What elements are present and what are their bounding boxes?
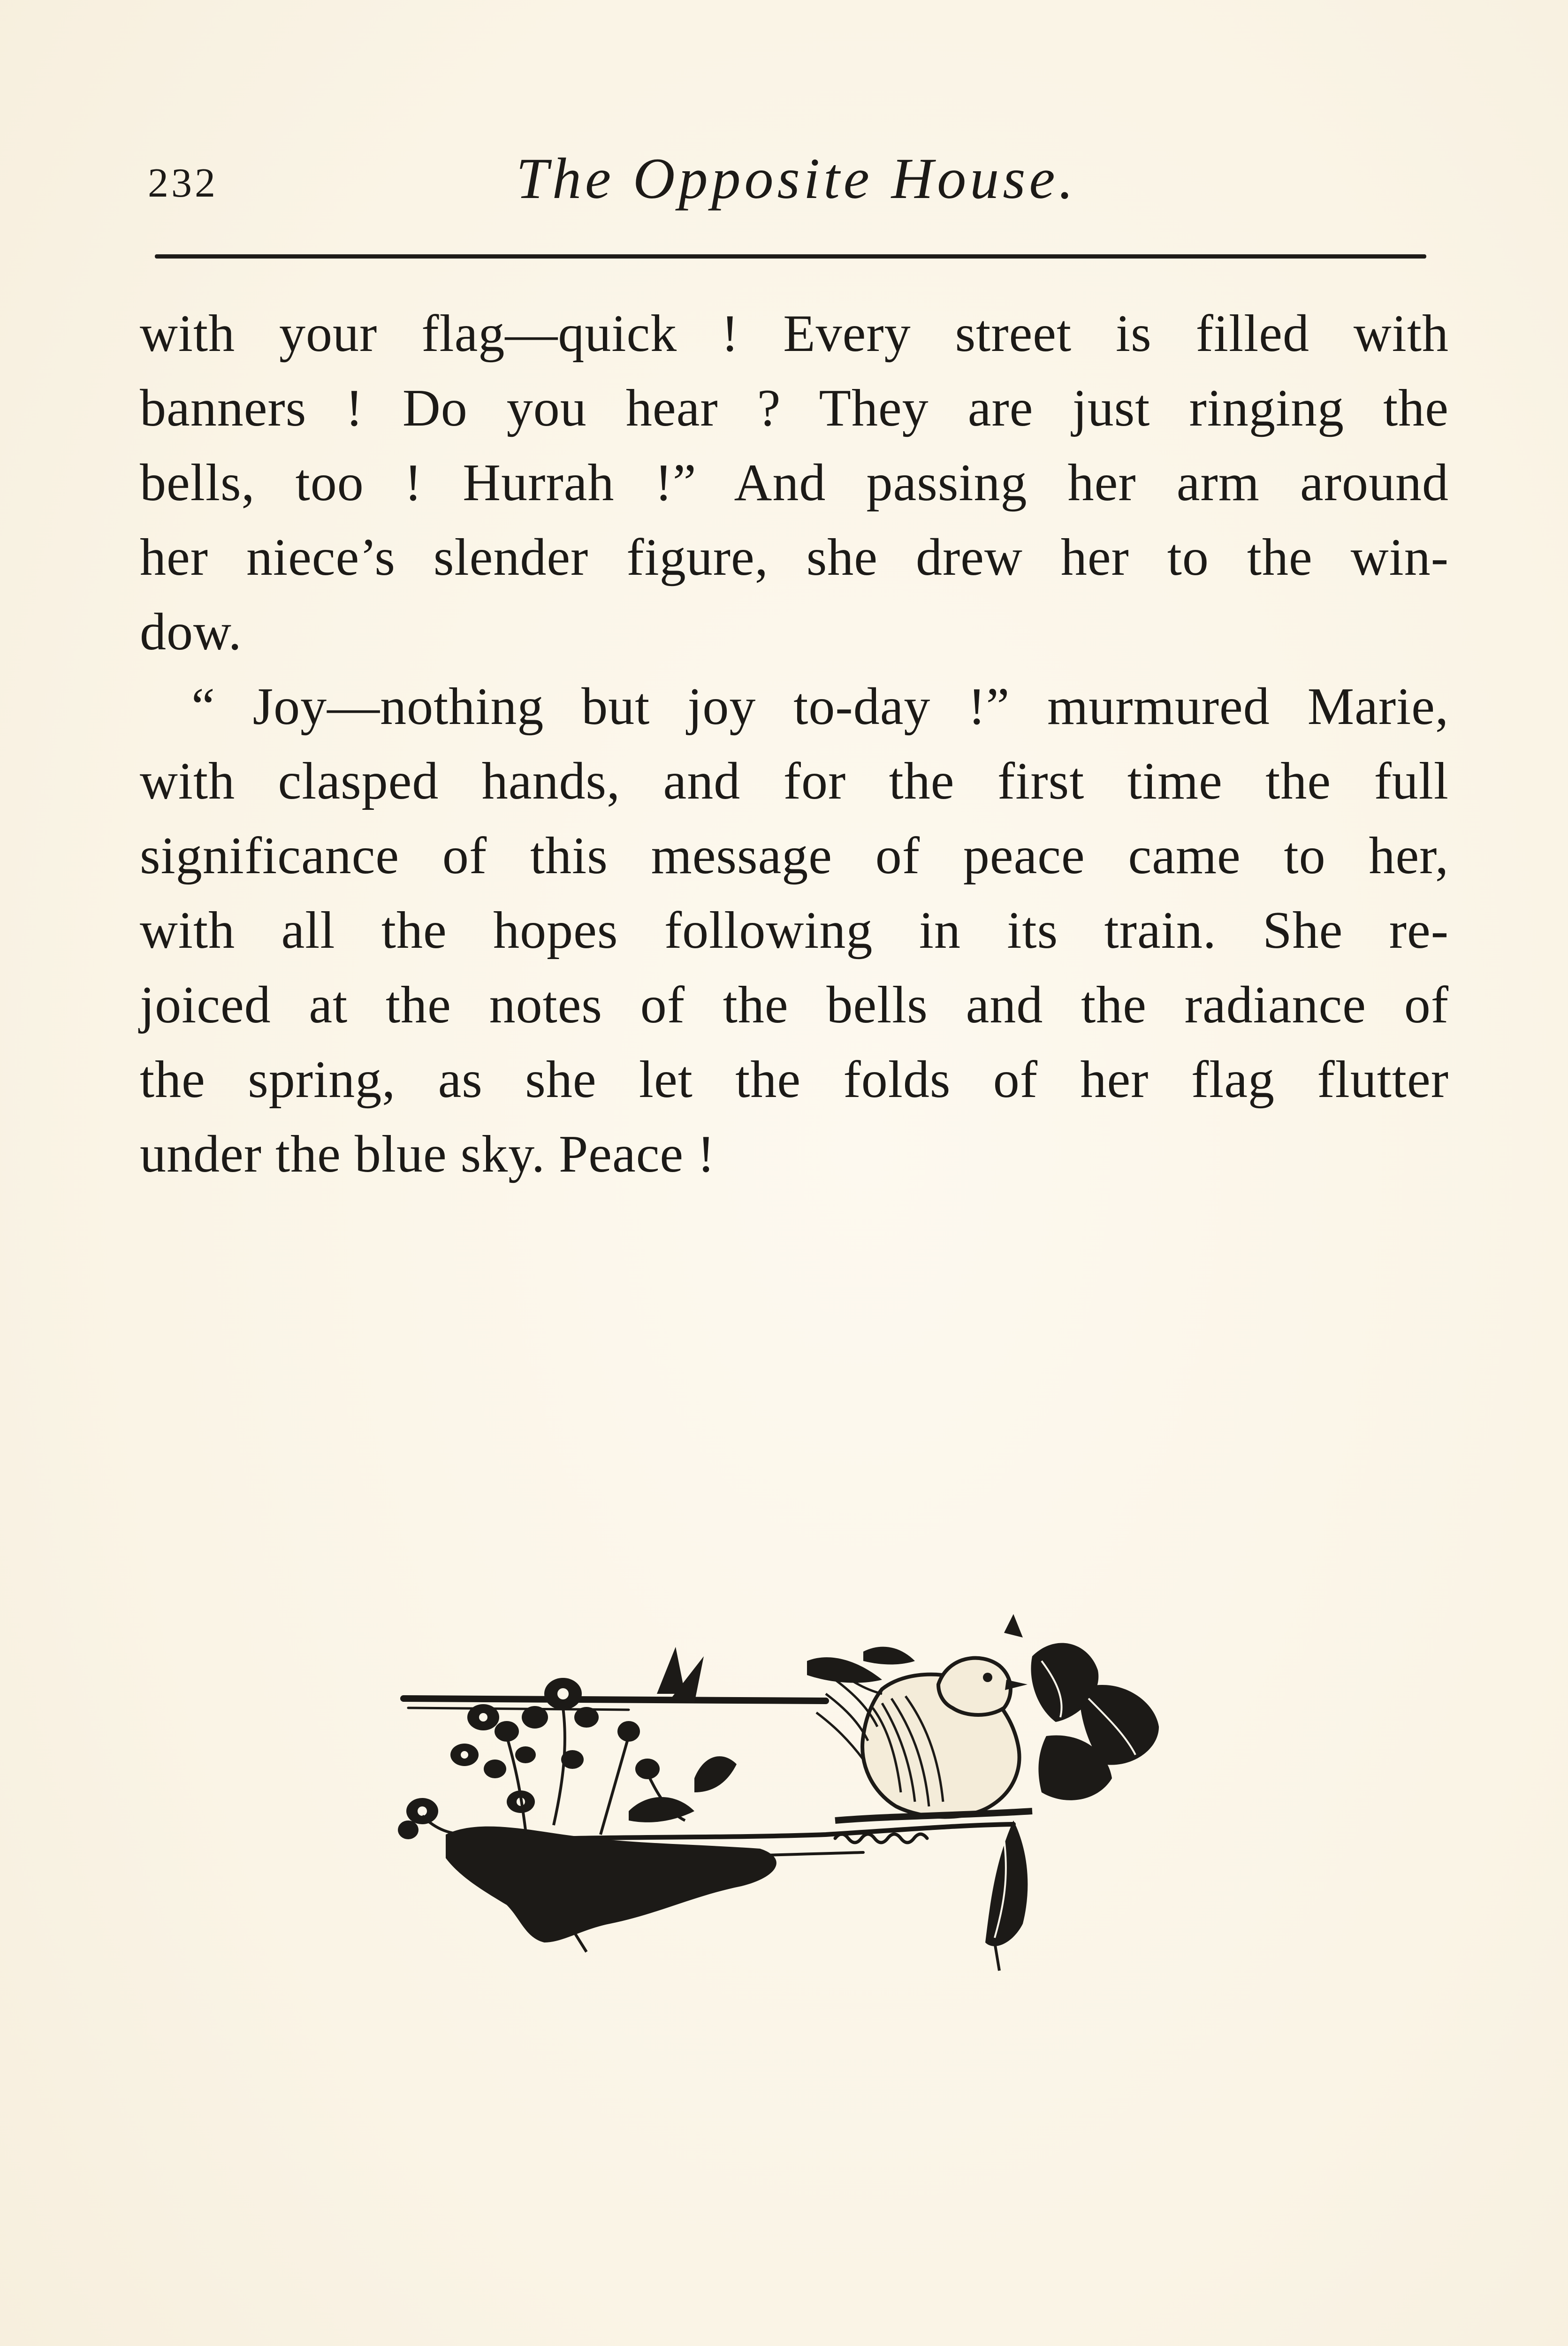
text-line: “ Joy—nothing but joy to-day !” murmured Marie, (191, 678, 1449, 736)
text-line: the spring, as she let the folds of her flag flutter (140, 1051, 1449, 1109)
text-line: dow. (140, 603, 242, 661)
body-text (140, 297, 1449, 1192)
text-line: significance of this message of peace came to her, (140, 827, 1449, 885)
running-head (141, 141, 1431, 235)
text-line: with your flag—quick ! Every street is filled with (140, 305, 1449, 363)
header-rule (155, 254, 1426, 259)
text-line: bells, too ! Hurrah !” And passing her arm around (140, 454, 1449, 512)
text-line: under the blue sky. Peace ! (140, 1125, 715, 1183)
bird-on-branch-vignette-icon (366, 1614, 1210, 1980)
text-line: banners ! Do you hear ? They are just ringing the (140, 379, 1449, 437)
text-line: joiced at the notes of the bells and the radiance of (140, 976, 1449, 1034)
text-line: with all the hopes following in its train. She re- (140, 901, 1449, 960)
running-title: The Opposite House. (516, 146, 1077, 211)
page-number: 232 (148, 160, 218, 206)
text-line: her niece’s slender figure, she drew her to the win- (140, 528, 1449, 586)
text-line: with clasped hands, and for the first time the full (140, 752, 1449, 810)
